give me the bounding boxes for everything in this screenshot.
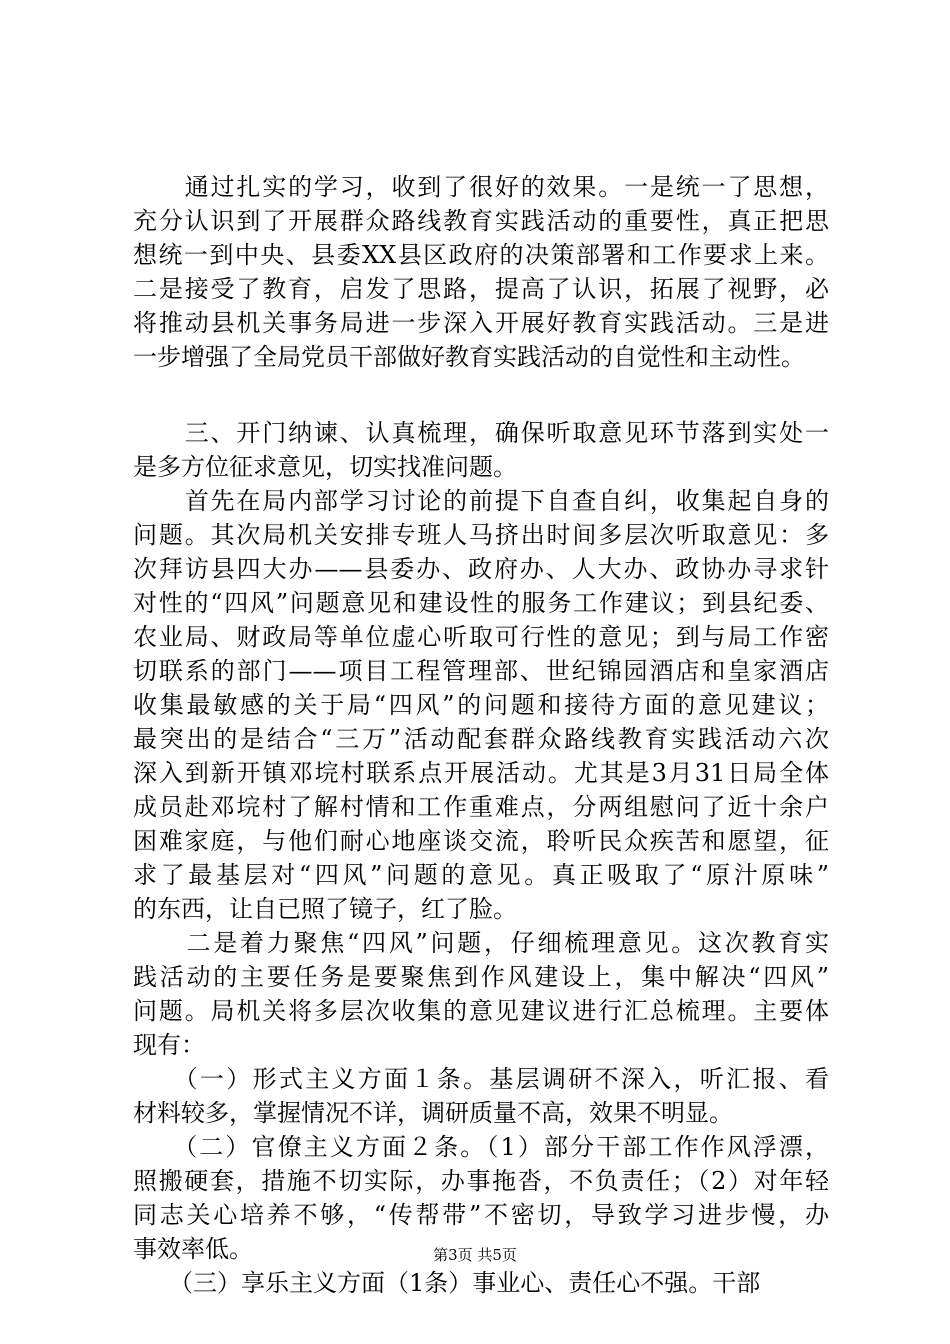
paragraph-line: 是多方位征求意见，切实找准问题。 <box>133 453 517 481</box>
paragraph-line: 充分认识到了开展群众路线教育实践活动的重要性，真正把思 <box>133 207 829 235</box>
paragraph-line: 一步增强了全局党员干部做好教育实践活动的自觉性和主动性。 <box>133 343 805 371</box>
paragraph-line: 通过扎实的学习，收到了很好的效果。一是统一了思想， <box>133 173 829 201</box>
paragraph <box>133 1062 829 1130</box>
paragraph-line: 次拜访县四大办——县委办、政府办、人大办、政协办寻求针 <box>133 555 829 583</box>
paragraph-line: 困难家庭，与他们耐心地座谈交流，聆听民众疾苦和愿望，征 <box>133 827 829 855</box>
paragraph-line: （三）享乐主义方面（1条）事业心、责任心不强。干部 <box>133 1269 761 1297</box>
paragraph-line: 成员赴邓垸村了解村情和工作重难点，分两组慰问了近十余户 <box>133 793 829 821</box>
paragraph-line: 收集最敏感的关于局“四风”的问题和接待方面的意见建议； <box>133 691 829 719</box>
paragraph-line: 想统一到中央、县委XX县区政府的决策部署和工作要求上来。 <box>133 241 829 269</box>
paragraph <box>133 170 829 374</box>
paragraph-line: 的东西，让自已照了镜子，红了脸。 <box>133 895 517 923</box>
paragraph <box>133 416 829 484</box>
paragraph-line: 求了最基层对“四风”问题的意见。真正吸取了“原汁原味” <box>133 861 829 889</box>
paragraph-line: 将推动县机关事务局进一步深入开展好教育实践活动。三是进 <box>133 309 829 337</box>
paragraph-line: 深入到新开镇邓垸村联系点开展活动。尤其是3月31日局全体 <box>133 759 829 787</box>
paragraph-line: （二）官僚主义方面２条。（1）部分干部工作作风浮漂， <box>133 1133 829 1161</box>
paragraph-line: 二是着力聚焦“四风”问题，仔细梳理意见。这次教育实 <box>133 929 829 957</box>
paragraph-line: 事效率低。 <box>133 1235 253 1263</box>
paragraph-line: 材料较多，掌握情况不详，调研质量不高，效果不明显。 <box>133 1099 733 1127</box>
paragraph <box>133 1266 829 1300</box>
paragraph-line: 农业局、财政局等单位虚心听取可行性的意见；到与局工作密 <box>133 623 829 651</box>
paragraph-line: 对性的“四风”问题意见和建设性的服务工作建议；到县纪委、 <box>133 589 829 617</box>
paragraph <box>133 926 829 1062</box>
paragraph-line: 三、开门纳谏、认真梳理，确保听取意见环节落到实处一 <box>133 419 829 447</box>
paragraph-line: 现有： <box>133 1031 205 1059</box>
page-footer: 第3页 共5页 <box>433 1246 517 1264</box>
paragraph-line: 同志关心培养不够，“传帮带”不密切，导致学习进步慢，办 <box>133 1201 829 1229</box>
paragraph-line: 照搬硬套，措施不切实际，办事拖沓，不负责任；（2）对年轻 <box>133 1167 829 1195</box>
paragraph-line: （一）形式主义方面１条。基层调研不深入，听汇报、看 <box>133 1065 829 1093</box>
paragraph-line: 问题。其次局机关安排专班人马挤出时间多层次听取意见：多 <box>133 521 829 549</box>
paragraph-gap <box>133 374 829 416</box>
paragraph <box>133 484 829 926</box>
paragraph-line: 切联系的部门——项目工程管理部、世纪锦园酒店和皇家酒店 <box>133 657 829 685</box>
paragraph-line: 最突出的是结合“三万”活动配套群众路线教育实践活动六次 <box>133 725 829 753</box>
paragraph-line: 首先在局内部学习讨论的前提下自查自纠，收集起自身的 <box>133 487 829 515</box>
paragraph-line: 问题。局机关将多层次收集的意见建议进行汇总梳理。主要体 <box>133 997 829 1025</box>
paragraph-line: 二是接受了教育，启发了思路，提高了认识，拓展了视野，必 <box>133 275 829 303</box>
paragraph-line: 践活动的主要任务是要聚焦到作风建设上，集中解决“四风” <box>133 963 829 991</box>
document-body <box>133 170 829 1300</box>
